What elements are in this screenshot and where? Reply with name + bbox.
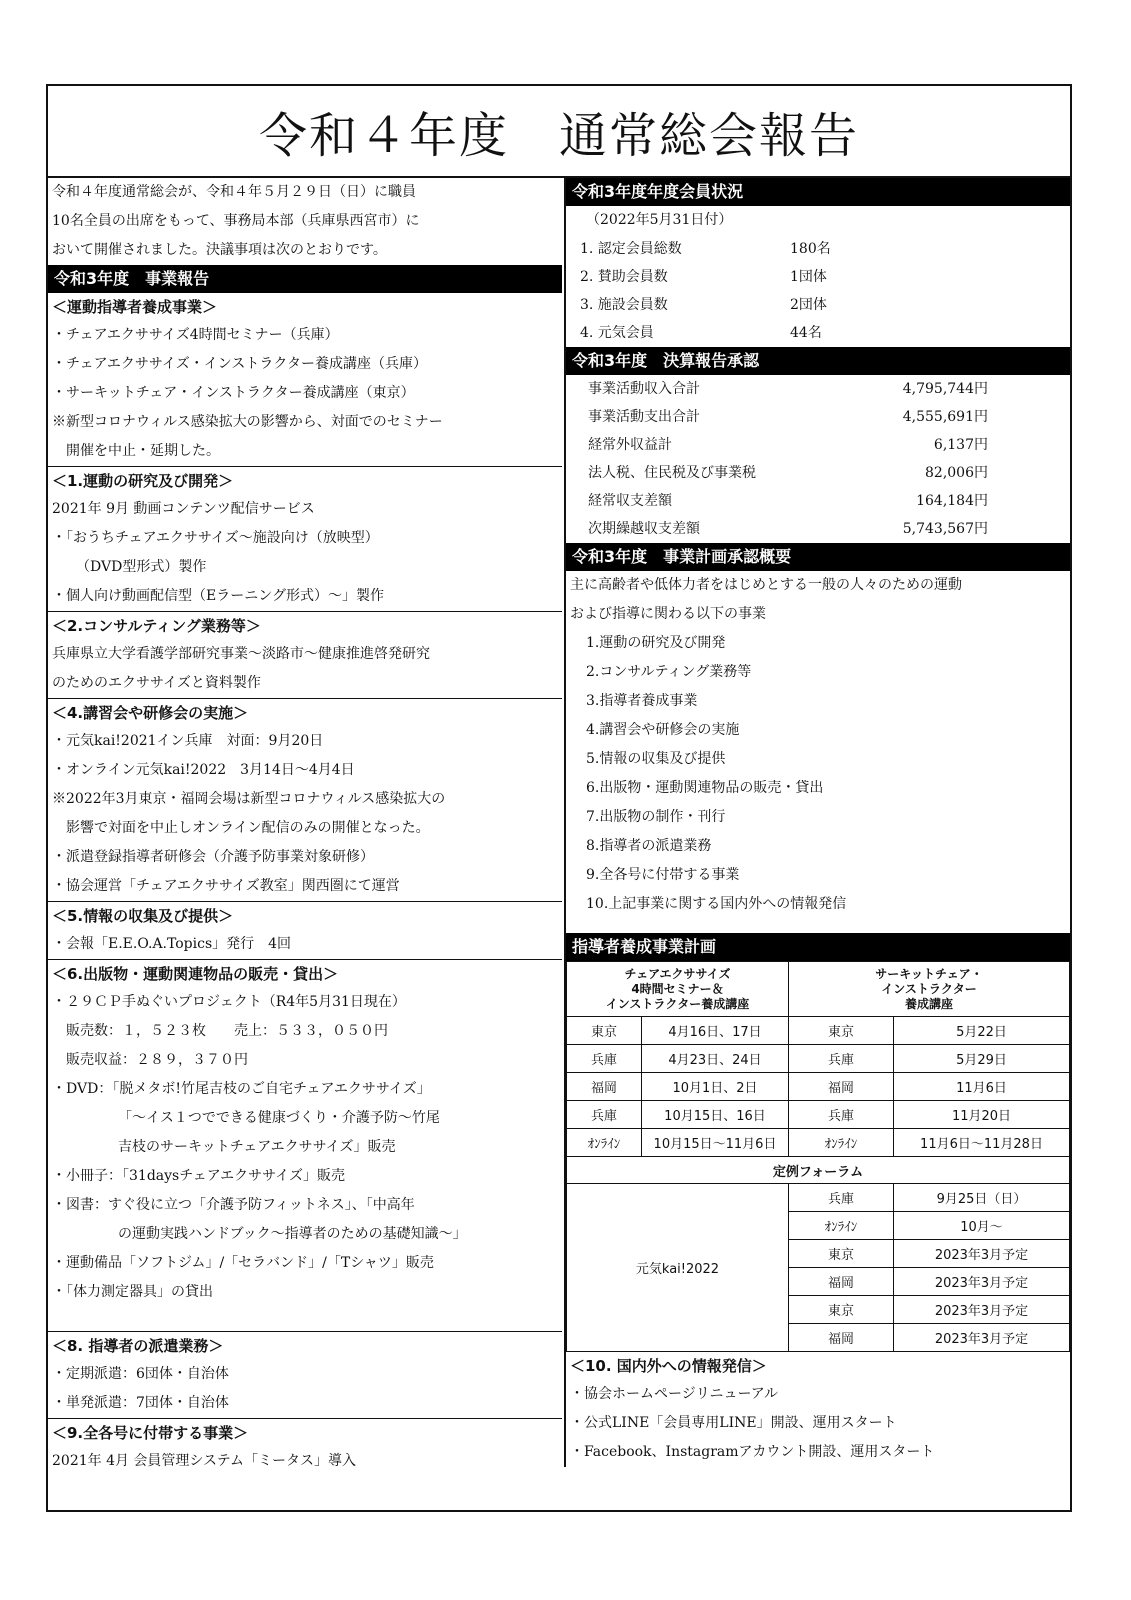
section-line: 2021年 9月 動画コンテンツ配信サービス bbox=[52, 501, 315, 517]
section-line: ・定期派遣：6団体・自治体 bbox=[52, 1366, 229, 1382]
date: 10月1日、2日 bbox=[642, 1073, 789, 1101]
date: 2023年3月予定 bbox=[894, 1324, 1070, 1352]
date: 2023年3月予定 bbox=[894, 1268, 1070, 1296]
section-line: ・DVD：「脱メタボ!竹尾吉枝のご自宅チェアエクササイズ」 bbox=[52, 1081, 431, 1097]
date: 11月6日 bbox=[894, 1073, 1070, 1101]
place: ｵﾝﾗｲﾝ bbox=[567, 1129, 642, 1157]
date: 5月29日 bbox=[894, 1045, 1070, 1073]
place: 兵庫 bbox=[789, 1184, 894, 1212]
place: 兵庫 bbox=[567, 1045, 642, 1073]
plan-item: 6.出版物・運動関連物品の販売・貸出 bbox=[586, 780, 824, 796]
finance-value: 5,743,567円 bbox=[902, 521, 988, 537]
plan-intro: および指導に関わる以下の事業 bbox=[570, 606, 766, 622]
date: 11月6日～11月28日 bbox=[894, 1129, 1070, 1157]
section-line: ・サーキットチェア・インストラクター養成講座（東京） bbox=[52, 385, 415, 401]
section-heading: ＜4.講習会や研修会の実施＞ bbox=[48, 698, 562, 727]
finance-row bbox=[566, 375, 1070, 403]
section-line: のためのエクササイズと資料製作 bbox=[52, 675, 261, 691]
section-line: 開催を中止・延期した。 bbox=[52, 443, 220, 459]
plan-intro: 主に高齢者や低体力者をはじめとする一般の人々のための運動 bbox=[570, 577, 962, 593]
plan-item: 7.出版物の制作・刊行 bbox=[586, 809, 726, 825]
col-head-chair: チェアエクササイズ 4時間セミナー＆ インストラクター養成講座 bbox=[567, 962, 789, 1017]
plan-item: 2.コンサルティング業務等 bbox=[586, 664, 752, 680]
section-heading: ＜6.出版物・運動関連物品の販売・貸出＞ bbox=[48, 959, 562, 988]
section-line: ・Facebook、Instagramアカウント開設、運用スタート bbox=[570, 1444, 935, 1460]
spacer bbox=[566, 919, 1070, 933]
plan-item: 1.運動の研究及び開発 bbox=[586, 635, 726, 651]
section-line: ・単発派遣：7団体・自治体 bbox=[52, 1395, 229, 1411]
section-line: ・「体力測定器具」の貸出 bbox=[52, 1284, 213, 1300]
section-line: （DVD型形式）製作 bbox=[76, 559, 207, 575]
member-label: 3. 施設会員数 bbox=[580, 297, 668, 313]
plan-item: 3.指導者養成事業 bbox=[586, 693, 698, 709]
finance-value: 4,795,744円 bbox=[902, 381, 988, 397]
section-line: ・小冊子：「31daysチェアエクササイズ」販売 bbox=[52, 1168, 345, 1184]
forum-heading: 定例フォーラム bbox=[567, 1157, 1070, 1184]
plan-bar: 令和3年度 事業計画承認概要 bbox=[566, 543, 1070, 571]
member-value: 44名 bbox=[790, 325, 822, 341]
member-value: 2団体 bbox=[790, 297, 827, 313]
section-line: ・個人向け動画配信型（Eラーニング形式）～」製作 bbox=[52, 588, 384, 604]
finance-row bbox=[566, 403, 1070, 431]
table-row bbox=[567, 1129, 1070, 1157]
place: 東京 bbox=[789, 1240, 894, 1268]
section-line: ・公式LINE「会員専用LINE」開設、運用スタート bbox=[570, 1415, 897, 1431]
section-heading: ＜1.運動の研究及び開発＞ bbox=[48, 466, 562, 495]
place: 兵庫 bbox=[789, 1101, 894, 1129]
finance-label: 経常外収益計 bbox=[588, 437, 672, 453]
member-row bbox=[566, 263, 1070, 291]
member-row bbox=[566, 319, 1070, 347]
section-line: ・派遣登録指導者研修会（介護予防事業対象研修） bbox=[52, 849, 374, 865]
table-row bbox=[567, 1073, 1070, 1101]
section-line: 2021年 4月 会員管理システム「ミータス」導入 bbox=[52, 1453, 357, 1469]
finance-label: 法人税、住民税及び事業税 bbox=[588, 465, 756, 481]
date: 10月15日、16日 bbox=[642, 1101, 789, 1129]
place: ｵﾝﾗｲﾝ bbox=[789, 1129, 894, 1157]
date: 2023年3月予定 bbox=[894, 1296, 1070, 1324]
section-line: 販売数：１，５２３枚 売上：５３３，０５０円 bbox=[66, 1023, 388, 1039]
plan-item: 5.情報の収集及び提供 bbox=[586, 751, 726, 767]
plan-item: 9.全各号に付帯する事業 bbox=[586, 867, 740, 883]
date: 5月22日 bbox=[894, 1017, 1070, 1045]
table-row bbox=[567, 1045, 1070, 1073]
finance-label: 次期繰越収支差額 bbox=[588, 521, 700, 537]
finance-label: 事業活動収入合計 bbox=[588, 381, 700, 397]
section-line: ・２９ＣＰ手ぬぐいプロジェクト（R4年5月31日現在） bbox=[52, 994, 406, 1010]
place: 福岡 bbox=[789, 1268, 894, 1296]
plan-item: 4.講習会や研修会の実施 bbox=[586, 722, 740, 738]
col-head-circuit: サーキットチェア・ インストラクター 養成講座 bbox=[789, 962, 1070, 1017]
section-line: 兵庫県立大学看護学部研究事業～淡路市～健康推進啓発研究 bbox=[52, 646, 430, 662]
members-bar: 令和3年度年度会員状況 bbox=[566, 178, 1070, 206]
place: ｵﾝﾗｲﾝ bbox=[789, 1212, 894, 1240]
section-heading: ＜9.全各号に付帯する事業＞ bbox=[48, 1418, 562, 1447]
date: 9月25日（日） bbox=[894, 1184, 1070, 1212]
report-frame bbox=[46, 84, 1072, 1512]
section-heading: ＜5.情報の収集及び提供＞ bbox=[48, 901, 562, 930]
member-label: 1. 認定会員総数 bbox=[580, 241, 682, 257]
plan-item: 10.上記事業に関する国内外への情報発信 bbox=[586, 896, 847, 912]
training-bar: 指導者養成事業計画 bbox=[566, 933, 1070, 961]
section-line: ・オンライン元気kai!2022 3月14日～4月4日 bbox=[52, 762, 355, 778]
page-title: 令和４年度 通常総会報告 bbox=[48, 86, 1070, 178]
section-line: ・チェアエクササイズ4時間セミナー（兵庫） bbox=[52, 327, 339, 343]
member-value: 1団体 bbox=[790, 269, 827, 285]
place: 福岡 bbox=[567, 1073, 642, 1101]
section-line: ・元気kai!2021イン兵庫 対面：9月20日 bbox=[52, 733, 324, 749]
section-heading: ＜10. 国内外への情報発信＞ bbox=[570, 1357, 767, 1375]
finance-row bbox=[566, 515, 1070, 543]
section-line: ・運動備品「ソフトジム」/「セラバンド」/「Tシャツ」販売 bbox=[52, 1255, 434, 1271]
date: 11月20日 bbox=[894, 1101, 1070, 1129]
member-row bbox=[566, 235, 1070, 263]
intro-line: 10名全員の出席をもって、事務局本部（兵庫県西宮市）に bbox=[52, 213, 420, 229]
section-line: ※新型コロナウィルス感染拡大の影響から、対面でのセミナー bbox=[52, 414, 443, 430]
finance-row bbox=[566, 487, 1070, 515]
place: 東京 bbox=[567, 1017, 642, 1045]
finance-label: 事業活動支出合計 bbox=[588, 409, 700, 425]
plan-item: 8.指導者の派遣業務 bbox=[586, 838, 712, 854]
table-row bbox=[567, 1184, 1070, 1212]
left-column bbox=[48, 178, 562, 1476]
place: 福岡 bbox=[789, 1324, 894, 1352]
finance-row bbox=[566, 459, 1070, 487]
place: 兵庫 bbox=[567, 1101, 642, 1129]
forum-name: 元気kai!2022 bbox=[567, 1184, 789, 1352]
table-row bbox=[567, 1101, 1070, 1129]
finance-label: 経常収支差額 bbox=[588, 493, 672, 509]
date: 4月16日、17日 bbox=[642, 1017, 789, 1045]
section-line: 吉枝のサーキットチェアエクササイズ」販売 bbox=[118, 1139, 396, 1155]
finance-value: 82,006円 bbox=[925, 465, 988, 481]
finance-value: 4,555,691円 bbox=[902, 409, 988, 425]
member-label: 4. 元気会員 bbox=[580, 325, 654, 341]
place: 兵庫 bbox=[789, 1045, 894, 1073]
section-line: ・「おうちチェアエクササイズ～施設向け（放映型） bbox=[52, 530, 379, 546]
date: 4月23日、24日 bbox=[642, 1045, 789, 1073]
right-column bbox=[564, 178, 1070, 1467]
finance-value: 6,137円 bbox=[933, 437, 988, 453]
spacer bbox=[48, 1307, 562, 1331]
finance-value: 164,184円 bbox=[916, 493, 988, 509]
section-line: ・協会ホームページリニューアル bbox=[570, 1386, 779, 1402]
section-line: ※2022年3月東京・福岡会場は新型コロナウィルス感染拡大の bbox=[52, 791, 446, 807]
members-date: （2022年5月31日付） bbox=[586, 212, 733, 228]
section-heading: ＜2.コンサルティング業務等＞ bbox=[48, 611, 562, 640]
intro-line: 令和４年度通常総会が、令和４年５月２９日（日）に職員 bbox=[52, 184, 416, 200]
section-heading: ＜8. 指導者の派遣業務＞ bbox=[48, 1331, 562, 1360]
date: 10月～ bbox=[894, 1212, 1070, 1240]
section-line: 「～イス１つでできる健康づくり・介護予防～竹尾 bbox=[118, 1110, 440, 1126]
section-line: の運動実践ハンドブック～指導者のための基礎知識～」 bbox=[118, 1226, 467, 1242]
finance-row bbox=[566, 431, 1070, 459]
section-line: ・チェアエクササイズ・インストラクター養成講座（兵庫） bbox=[52, 356, 428, 372]
section-line: ・図書：すぐ役に立つ「介護予防フィットネス」、「中高年 bbox=[52, 1197, 415, 1213]
date: 10月15日～11月6日 bbox=[642, 1129, 789, 1157]
member-value: 180名 bbox=[790, 241, 831, 257]
section-line: ・協会運営「チェアエクササイズ教室」関西圏にて運営 bbox=[52, 878, 400, 894]
table-row bbox=[567, 1017, 1070, 1045]
report-bar: 令和3年度 事業報告 bbox=[48, 265, 562, 293]
place: 東京 bbox=[789, 1017, 894, 1045]
finance-bar: 令和3年度 決算報告承認 bbox=[566, 347, 1070, 375]
section-heading: ＜運動指導者養成事業＞ bbox=[52, 298, 218, 316]
member-row bbox=[566, 291, 1070, 319]
section-line: ・会報「E.E.O.A.Topics」発行 4回 bbox=[52, 936, 292, 952]
place: 福岡 bbox=[789, 1073, 894, 1101]
section-line: 販売収益：２８９，３７０円 bbox=[66, 1052, 248, 1068]
training-schedule-table bbox=[566, 961, 1070, 1352]
member-label: 2. 賛助会員数 bbox=[580, 269, 668, 285]
section-line: 影響で対面を中止しオンライン配信のみの開催となった。 bbox=[52, 820, 430, 836]
place: 東京 bbox=[789, 1296, 894, 1324]
date: 2023年3月予定 bbox=[894, 1240, 1070, 1268]
intro-line: おいて開催されました。決議事項は次のとおりです。 bbox=[52, 242, 387, 258]
